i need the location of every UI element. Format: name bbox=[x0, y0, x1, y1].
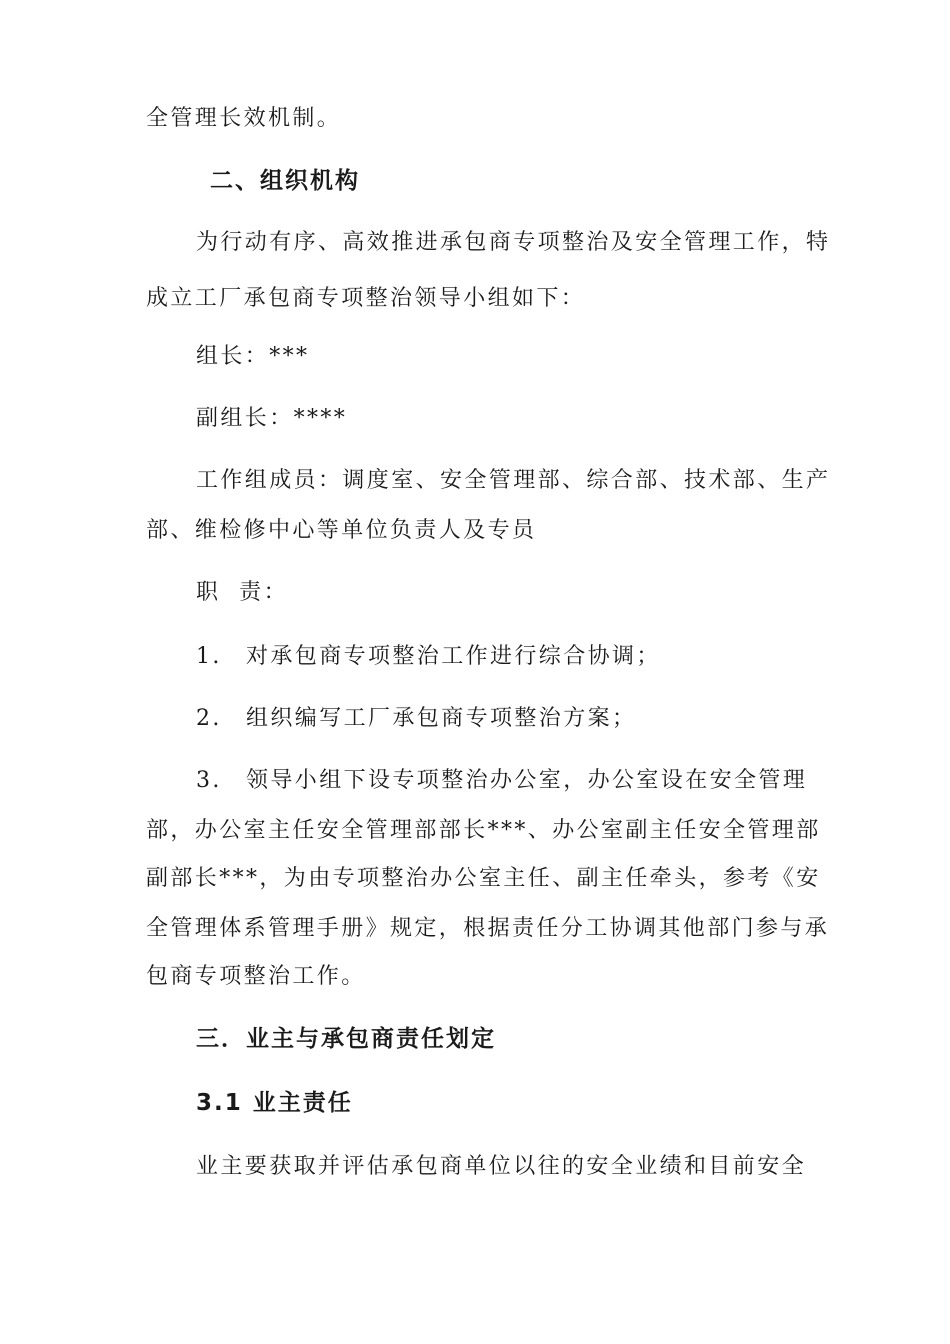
deputy-leader-line: 副组长：**** bbox=[196, 406, 348, 431]
list-item bbox=[196, 642, 661, 672]
section-heading-organization: 二、组织机构 bbox=[210, 168, 360, 194]
paragraph-line: 部、维检修中心等单位负责人及专员 bbox=[146, 518, 537, 543]
paragraph-line: 工作组成员：调度室、安全管理部、综合部、技术部、生产 bbox=[196, 468, 831, 493]
list-item bbox=[196, 704, 636, 734]
list-item-text: 组织编写工厂承包商专项整治方案； bbox=[246, 706, 637, 731]
paragraph-line: 部，办公室主任安全管理部部长***、办公室副主任安全管理部 bbox=[146, 818, 821, 843]
list-item-number: 2. bbox=[196, 706, 222, 731]
paragraph-line: 业主要获取并评估承包商单位以往的安全业绩和目前安全 bbox=[196, 1154, 807, 1179]
duties-label: 职 责： bbox=[196, 580, 288, 605]
list-item-text: 领导小组下设专项整治办公室，办公室设在安全管理 bbox=[246, 768, 808, 793]
paragraph-continuation: 全管理长效机制。 bbox=[146, 106, 342, 131]
list-item bbox=[196, 766, 807, 796]
section-heading-responsibilities: 三．业主与承包商责任划定 bbox=[196, 1026, 496, 1052]
paragraph-line: 为行动有序、高效推进承包商专项整治及安全管理工作，特 bbox=[196, 230, 831, 255]
list-item-number: 3. bbox=[196, 768, 222, 793]
list-item-number: 1. bbox=[196, 644, 222, 669]
paragraph-line: 全管理体系管理手册》规定，根据责任分工协调其他部门参与承 bbox=[146, 916, 830, 941]
paragraph-line: 包商专项整治工作。 bbox=[146, 964, 366, 989]
paragraph-line: 成立工厂承包商专项整治领导小组如下： bbox=[146, 286, 586, 311]
list-item-text: 对承包商专项整治工作进行综合协调； bbox=[246, 644, 661, 669]
group-leader-line: 组长：*** bbox=[196, 344, 310, 369]
paragraph-line: 副部长***，为由专项整治办公室主任、副主任牵头，参考《安 bbox=[146, 866, 821, 891]
subsection-heading-owner: 3.1 业主责任 bbox=[196, 1090, 353, 1116]
